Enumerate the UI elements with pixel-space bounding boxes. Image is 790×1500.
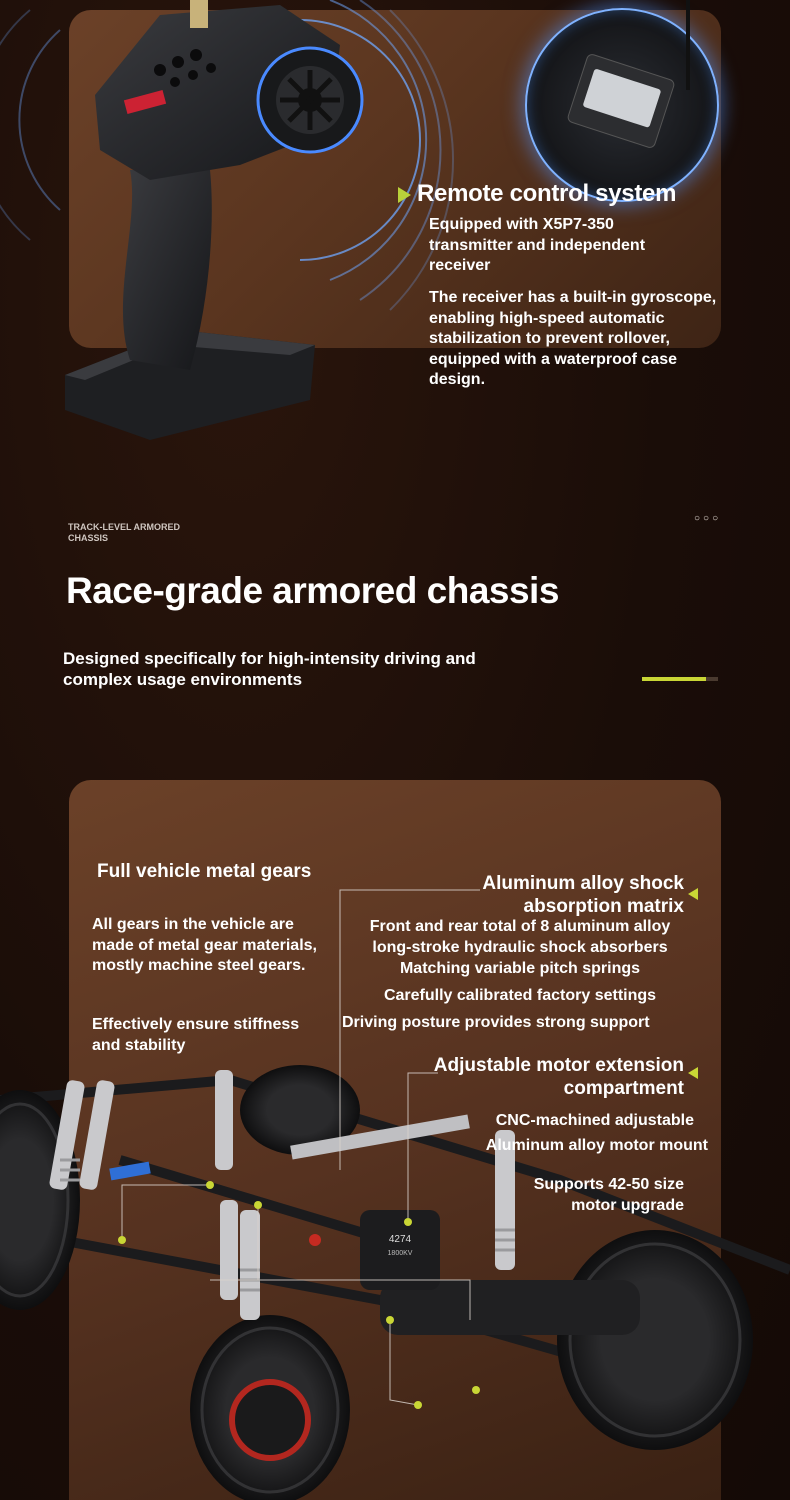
gears-description: All gears in the vehicle are made of metal gear materials, mostly machine steel gears. — [92, 916, 317, 974]
receiver-chip — [582, 68, 661, 128]
receiver-antenna — [686, 0, 690, 90]
remote-description-1: Equipped with X5P7-350 transmitter and independent receiver — [429, 216, 646, 274]
motor-title: Adjustable motor extension compartment — [433, 1055, 684, 1099]
triangle-bullet-icon — [398, 187, 411, 203]
gears-title: Full vehicle metal gears — [97, 861, 312, 882]
triangle-left-icon — [688, 1067, 698, 1079]
motor-line: CNC-machined adjustable — [495, 1112, 694, 1129]
triangle-left-icon — [688, 888, 698, 900]
shock-line: Matching variable pitch springs — [399, 960, 641, 977]
motor-line: Aluminum alloy motor mount — [485, 1137, 708, 1154]
remote-title-text: Remote control system — [417, 180, 677, 207]
shock-line: Front and rear total of 8 aluminum alloy — [369, 918, 671, 935]
progress-bar-fill — [642, 677, 706, 681]
chassis-illustration-icon — [0, 1040, 790, 1500]
chassis-subtitle: Designed specifically for high-intensity driving and complex usage environments — [63, 649, 476, 689]
remote-description-2: The receiver has a built-in gyroscope, enabling high-speed automatic stabilization to prevent rollover, equipped with a waterproof case design. — [429, 289, 717, 388]
gears-benefit: Effectively ensure stiffness and stability — [92, 1016, 300, 1054]
shock-line: Carefully calibrated factory settings — [383, 987, 657, 1004]
progress-bar — [642, 677, 718, 681]
motor-description — [456, 1110, 708, 1156]
remote-title — [398, 180, 676, 208]
section-tag: TRACK-LEVEL ARMORED CHASSIS — [68, 522, 180, 543]
transmitter-icon — [40, 0, 370, 450]
motor-label-top: 4274 — [388, 1234, 412, 1245]
motor-label-bottom: 1800KV — [387, 1250, 413, 1257]
receiver-case — [566, 53, 676, 150]
shock-line: long-stroke hydraulic shock absorbers — [372, 939, 668, 956]
shock-description — [340, 916, 700, 1033]
motor-upgrade: Supports 42-50 size motor upgrade — [533, 1176, 684, 1214]
shock-title: Aluminum alloy shock absorption matrix — [482, 873, 684, 917]
chassis-title: Race-grade armored chassis — [66, 570, 559, 611]
dots-icon: ○○○ — [694, 513, 722, 524]
shock-line: Driving posture provides strong support — [342, 1014, 650, 1031]
